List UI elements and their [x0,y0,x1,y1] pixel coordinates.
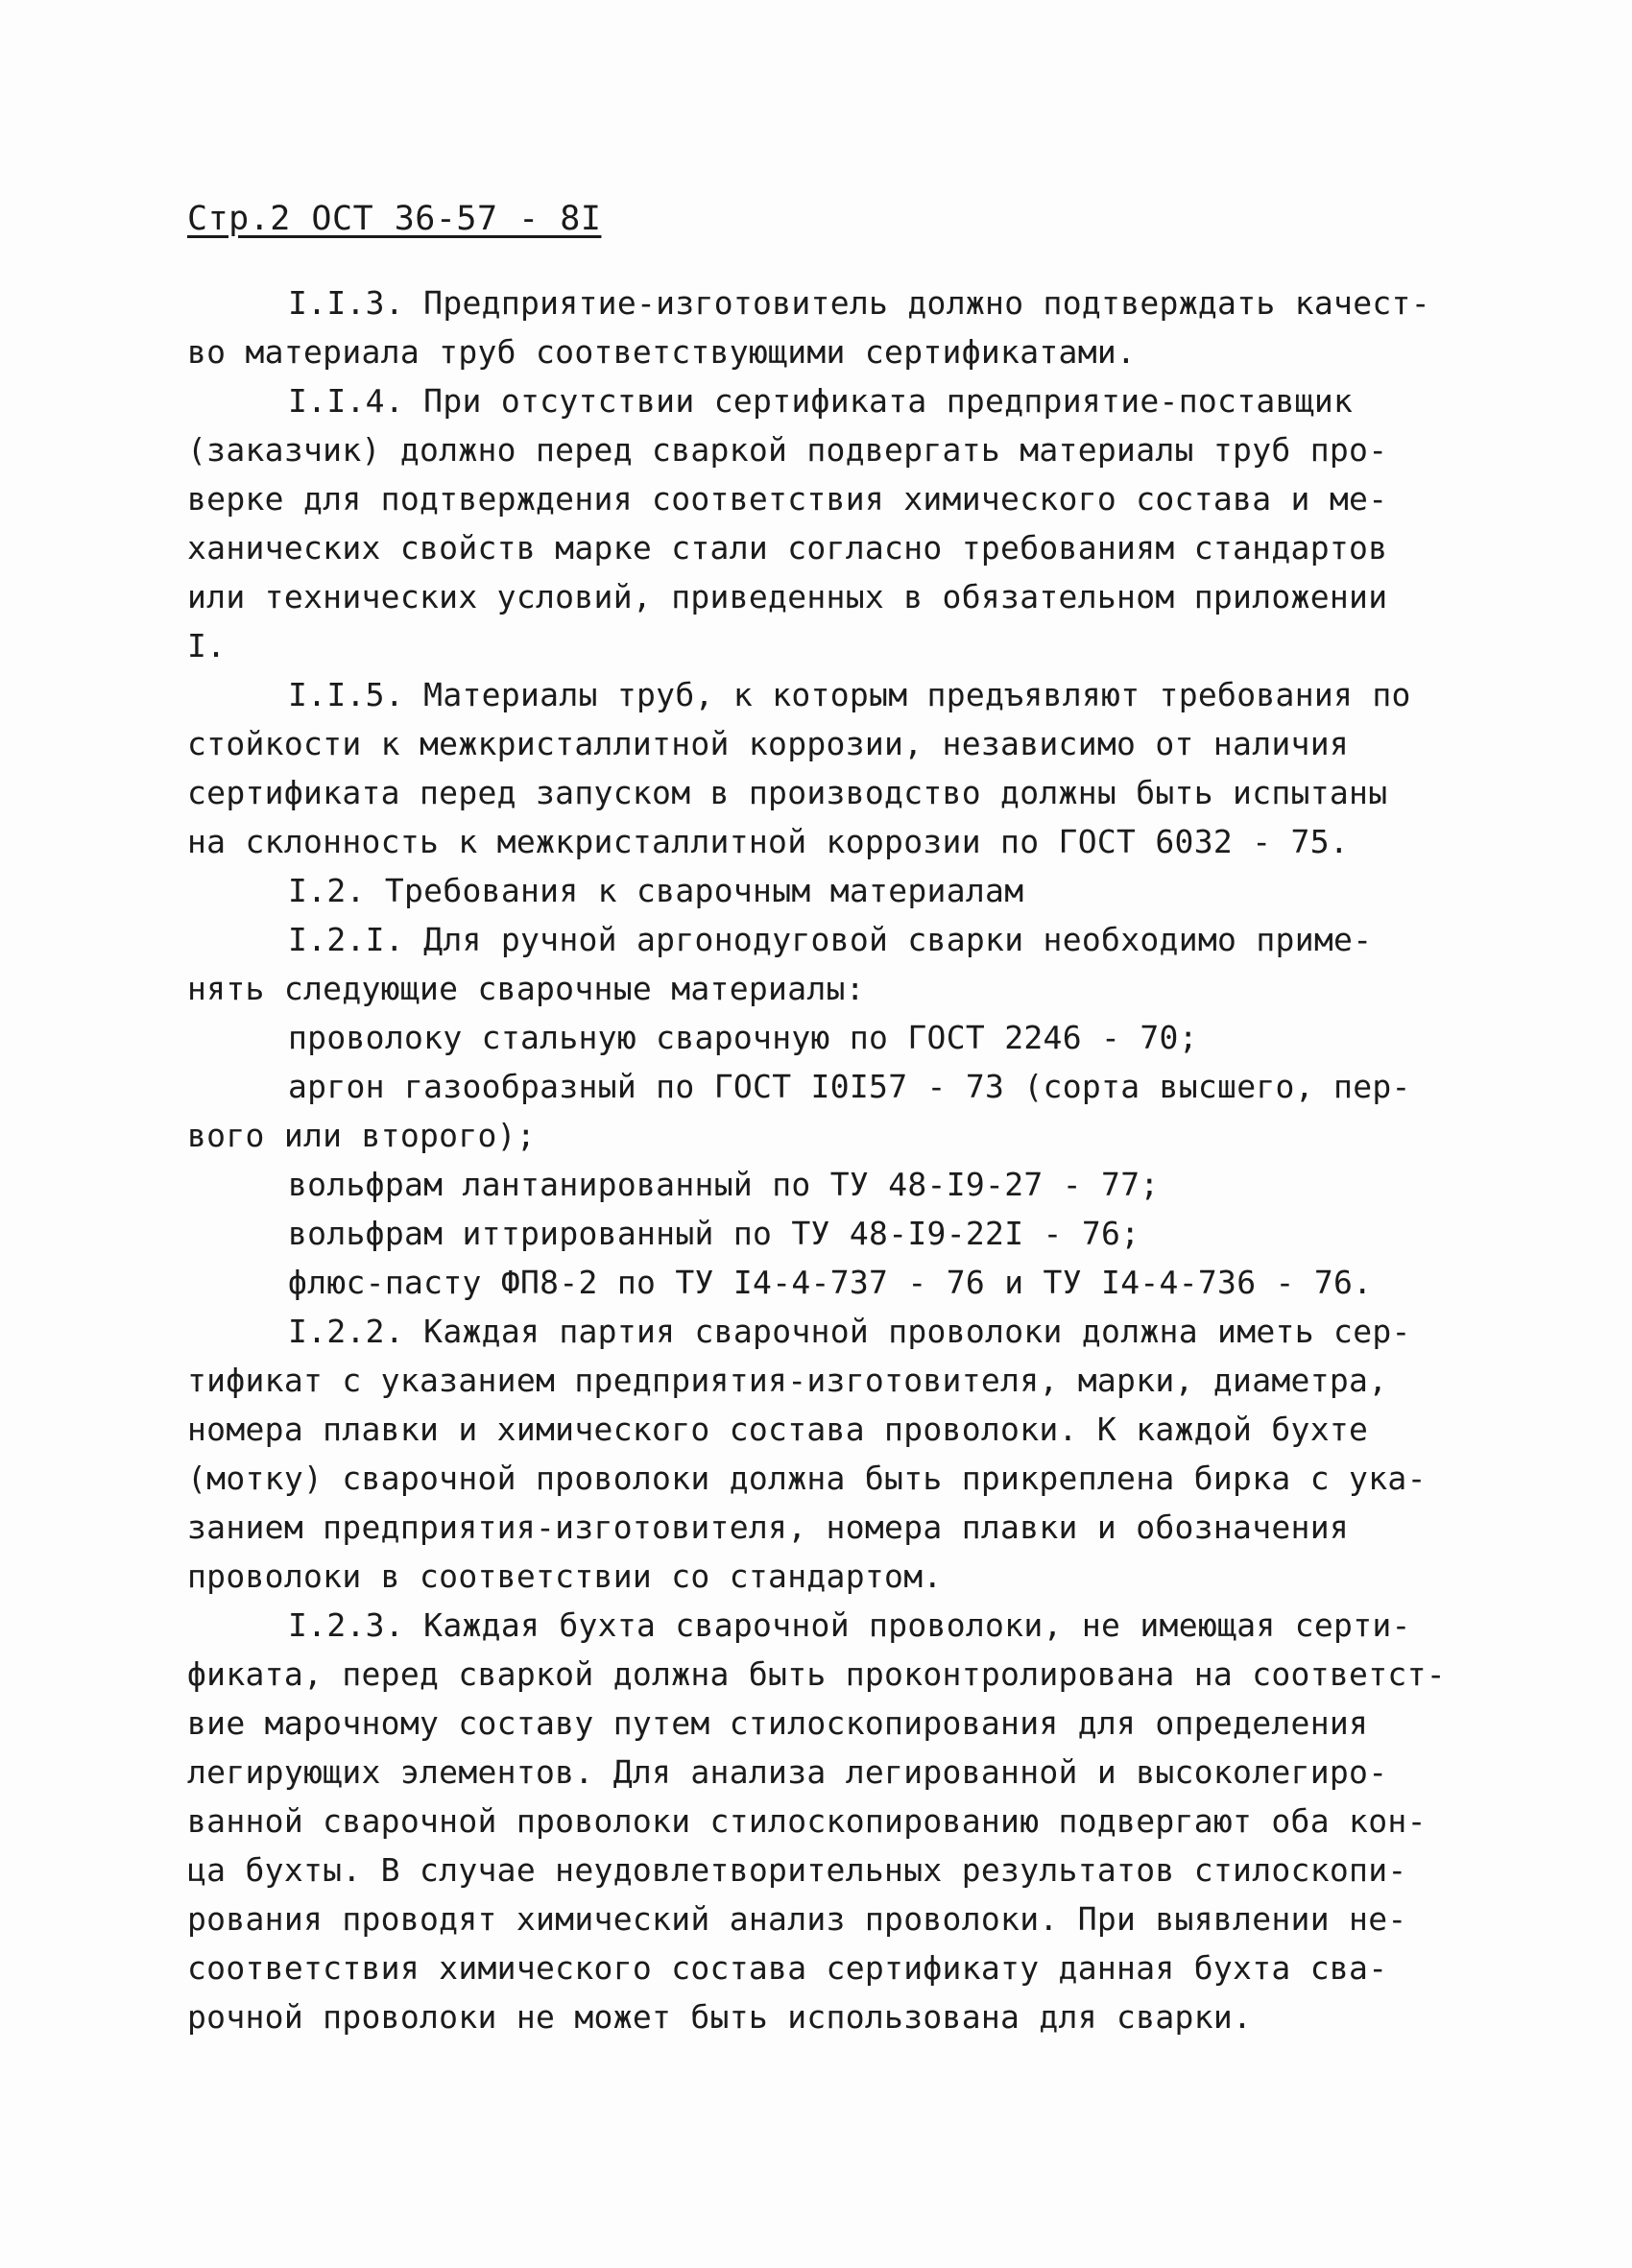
text-line: вого или второго); [187,1117,537,1154]
text-line: проволоку стальную сварочную по ГОСТ 2246 - 70; [288,1019,1198,1056]
text-line: тификат с указанием предприятия-изготовителя, марки, диаметра, [187,1362,1388,1399]
text-line: вие марочному составу путем стилоскопирования для определения [187,1704,1369,1742]
text-line: I.I.4. При отсутствии сертификата предприятие-поставщик [288,382,1354,420]
text-line: вольфрам лантанированный по ТУ 48-I9-27 - 77; [288,1166,1160,1203]
text-line: вольфрам иттрированный по ТУ 48-I9-22I - 76; [288,1215,1140,1252]
text-line: стойкости к межкристаллитной коррозии, независимо от наличия [187,725,1350,762]
page-header: Стр.2 ОСТ 36-57 - 8I [187,200,602,238]
text-line: занием предприятия-изготовителя, номера плавки и обозначения [187,1508,1350,1546]
text-line: ца бухты. В случае неудовлетворительных результатов стилоскопи- [187,1851,1407,1889]
text-line: аргон газообразный по ГОСТ I0I57 - 73 (сорта высшего, пер- [288,1068,1411,1105]
text-line: флюс-пасту ФП8-2 по ТУ I4-4-737 - 76 и ТУ I4-4-736 - 76. [288,1264,1373,1301]
text-line: рования проводят химический анализ проволоки. При выявлении не- [187,1900,1407,1938]
text-line: нять следующие сварочные материалы: [187,970,865,1007]
text-line: легирующих элементов. Для анализа легированной и высоколегиро- [187,1753,1388,1791]
text-line: верке для подтверждения соответствия химического состава и ме- [187,480,1388,518]
text-line: во материала труб соответствующими сертификатами. [187,333,1137,371]
text-line: номера плавки и химического состава проволоки. К каждой бухте [187,1411,1369,1448]
text-line: соответствия химического состава сертификату данная бухта сва- [187,1949,1388,1987]
text-line: ханических свойств марке стали согласно требованиям стандартов [187,529,1388,567]
text-line: фиката, перед сваркой должна быть проконтролирована на соответст- [187,1655,1446,1693]
text-line: проволоки в соответствии со стандартом. [187,1557,943,1595]
text-line: I.2.2. Каждая партия сварочной проволоки должна иметь сер- [288,1313,1411,1350]
body-text [187,278,1464,2041]
text-line: (мотку) сварочной проволоки должна быть прикреплена бирка с ука- [187,1460,1427,1497]
text-line: на склонность к межкристаллитной коррозии по ГОСТ 6032 - 75. [187,823,1350,860]
text-line: (заказчик) должно перед сваркой подвергать материалы труб про- [187,431,1388,469]
text-line: I.I.3. Предприятие-изготовитель должно подтверждать качест- [288,284,1430,322]
text-line: I.2.3. Каждая бухта сварочной проволоки, не имеющая серти- [288,1606,1411,1644]
text-line: рочной проволоки не может быть использована для сварки. [187,1998,1253,2036]
text-line: или технических условий, приведенных в обязательном приложении [187,578,1388,615]
text-line: I.2. Требования к сварочным материалам [288,872,1024,909]
text-line: I. [187,627,227,664]
text-line: ванной сварочной проволоки стилоскопированию подвергают оба кон- [187,1802,1427,1840]
text-line: I.2.I. Для ручной аргонодуговой сварки необходимо приме- [288,921,1373,958]
text-line: сертификата перед запуском в производство должны быть испытаны [187,774,1388,811]
text-line: I.I.5. Материалы труб, к которым предъявляют требования по [288,676,1411,713]
